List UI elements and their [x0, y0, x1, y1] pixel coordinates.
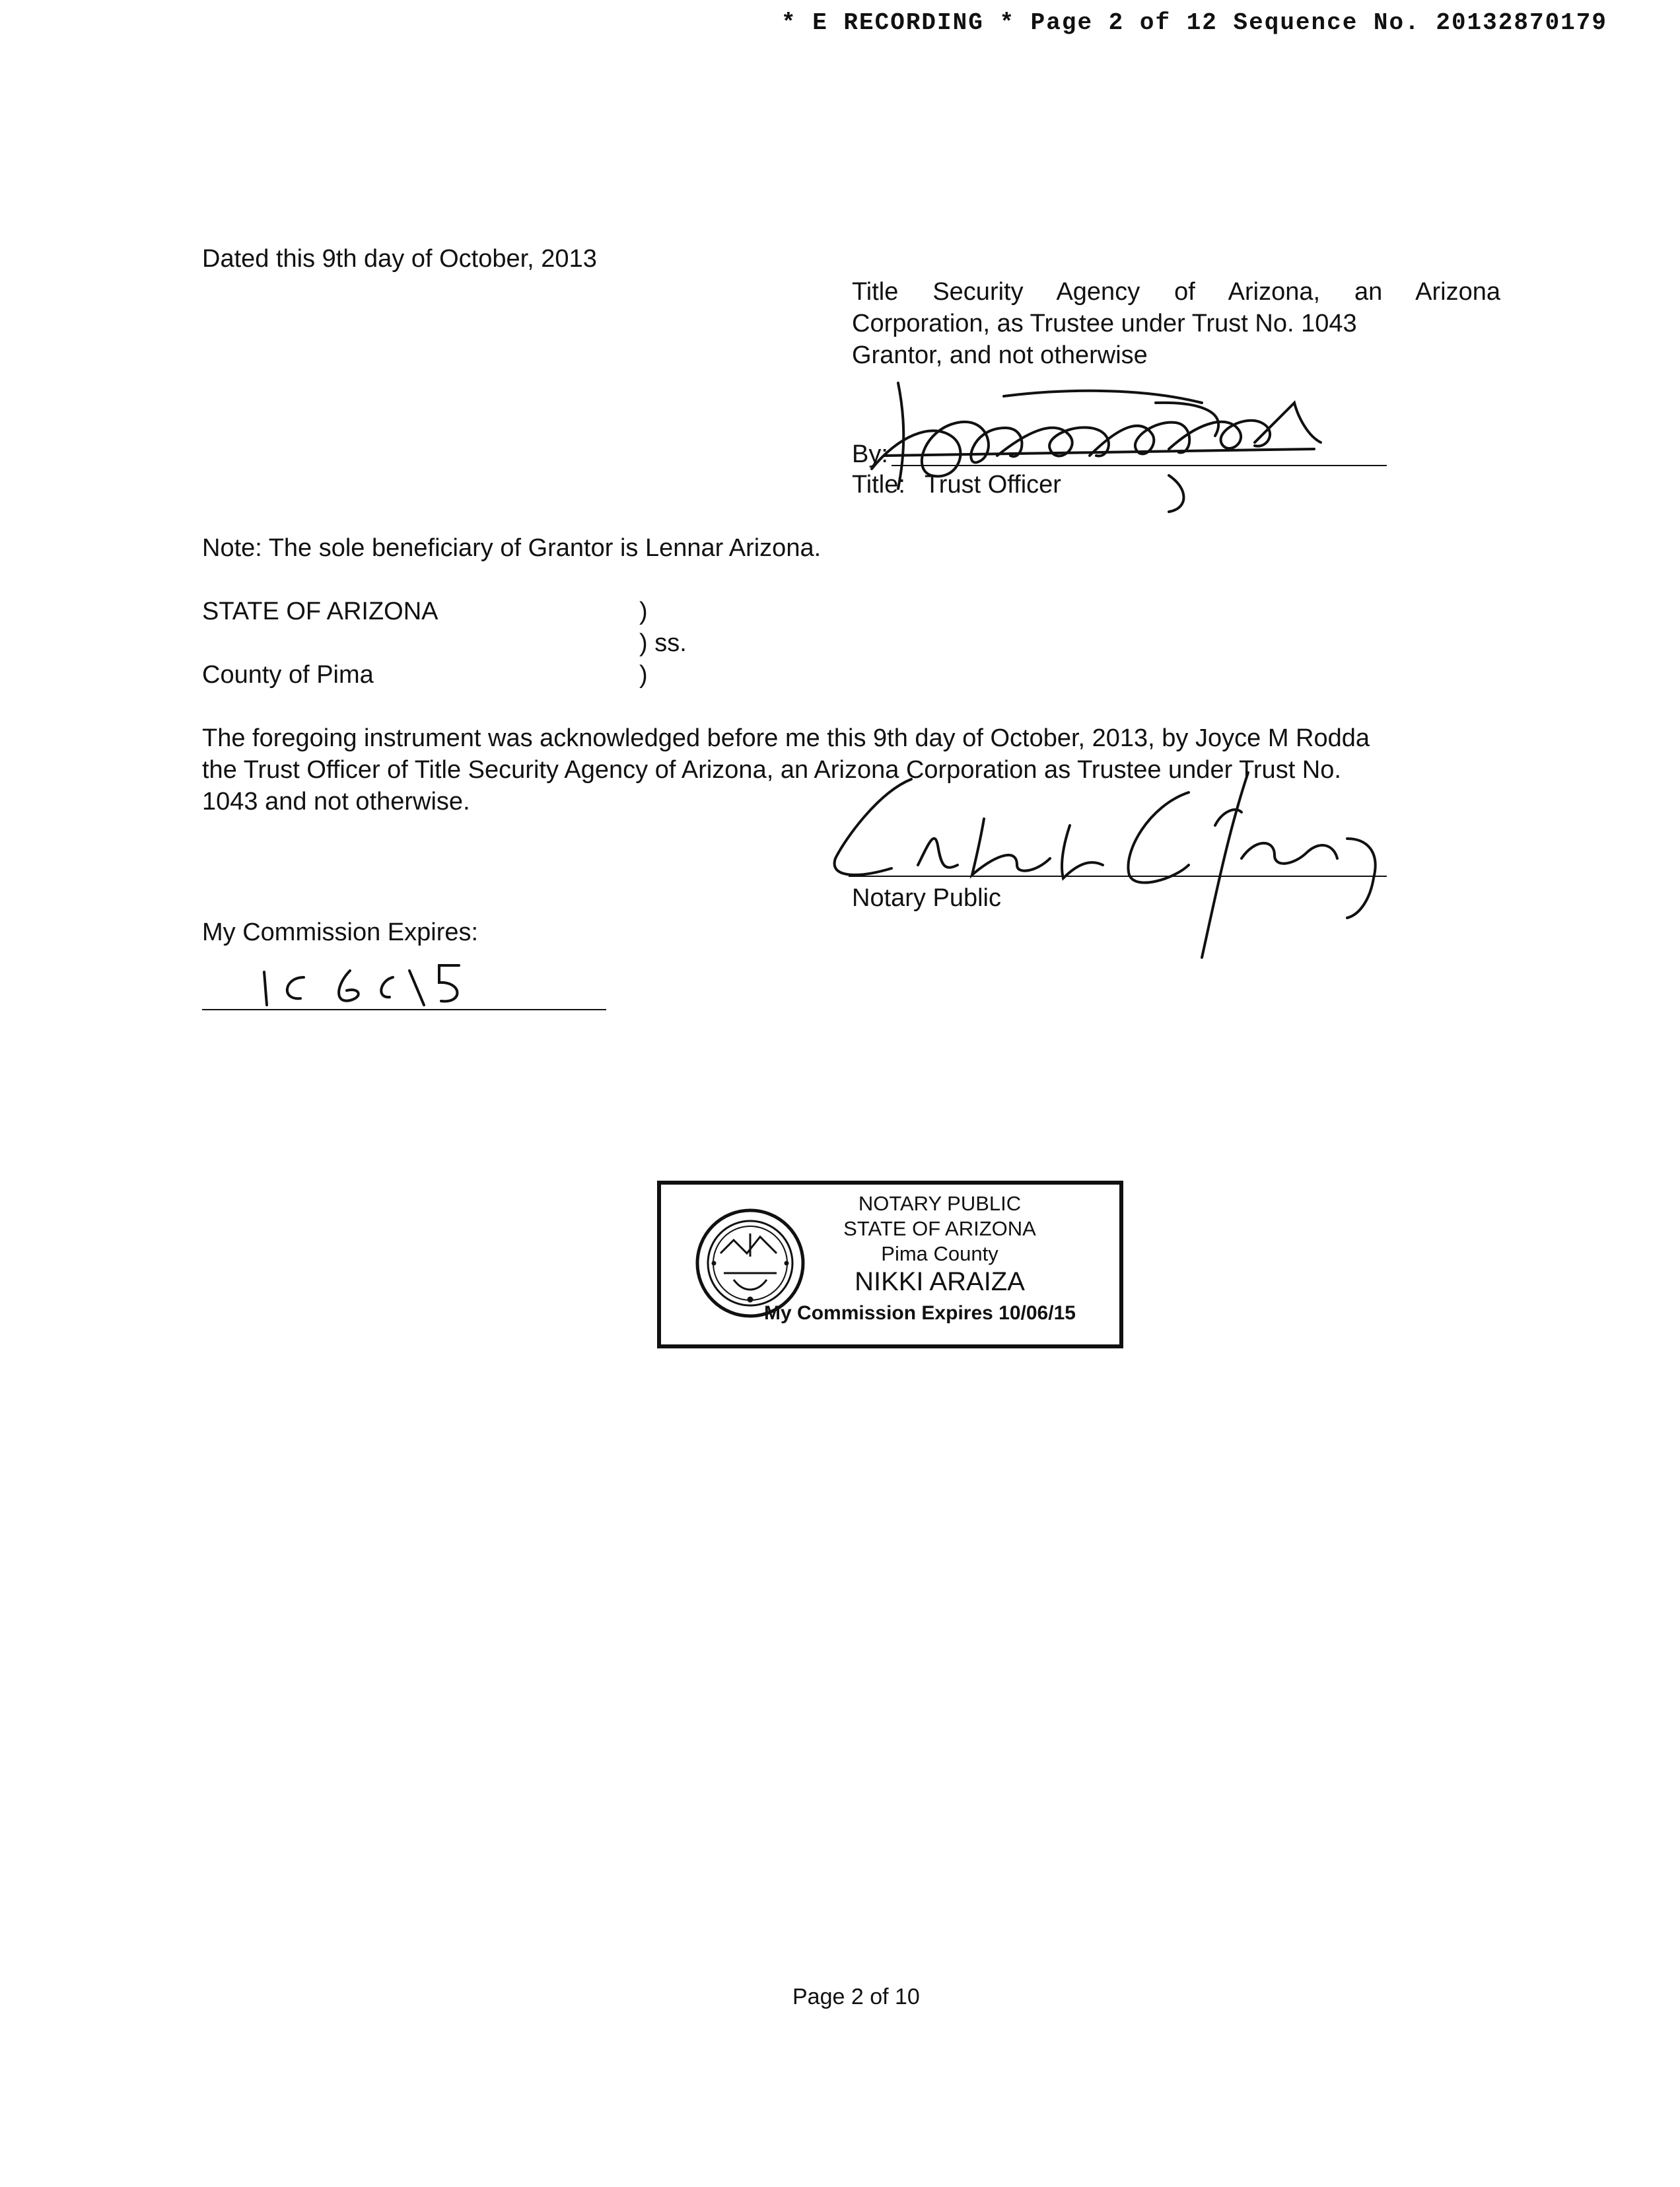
dated-line: Dated this 9th day of October, 2013 — [202, 245, 597, 273]
venue-paren-3: ) — [639, 661, 648, 689]
notary-stamp — [657, 1181, 1123, 1348]
page-footer: Page 2 of 10 — [792, 1984, 920, 2009]
trustee-line-1: Title Security Agency of Arizona, an Arizona — [852, 278, 1500, 306]
trustee-line-3: Grantor, and not otherwise — [852, 341, 1148, 369]
stamp-line-3: Pima County — [881, 1242, 998, 1265]
venue-county: County of Pima — [202, 661, 374, 689]
title-label: Title: — [852, 471, 905, 499]
commission-label: My Commission Expires: — [202, 919, 479, 946]
acknowledgment-line-3: 1043 and not otherwise. — [202, 788, 470, 816]
trustee-line-2: Corporation, as Trustee under Trust No. 1043 — [852, 310, 1357, 337]
title-value: Trust Officer — [925, 471, 1061, 499]
acknowledgment-line-1: The foregoing instrument was acknowledged before me this 9th day of October, 2013, by Joyce M Rodda — [202, 724, 1370, 752]
venue-ss: ) ss. — [639, 629, 687, 657]
recording-header: * E RECORDING * Page 2 of 12 Sequence No. 20132870179 — [781, 9, 1607, 36]
beneficiary-note: Note: The sole beneficiary of Grantor is Lennar Arizona. — [202, 534, 822, 562]
trust-officer-signature — [858, 357, 1334, 515]
stamp-line-1: NOTARY PUBLIC — [858, 1192, 1022, 1215]
stamp-line-2: STATE OF ARIZONA — [843, 1217, 1036, 1240]
notary-public-label: Notary Public — [852, 884, 1001, 912]
stamp-expiration: My Commission Expires 10/06/15 — [764, 1302, 1076, 1324]
stamp-notary-name: NIKKI ARAIZA — [855, 1267, 1025, 1296]
by-label: By: — [852, 440, 888, 468]
acknowledgment-line-2: the Trust Officer of Title Security Agency of Arizona, an Arizona Corporation as Trustee under Trust No. — [202, 756, 1341, 784]
notary-signature — [819, 766, 1400, 964]
venue-paren-1: ) — [639, 598, 648, 625]
commission-handwritten-date — [251, 957, 462, 1010]
venue-state: STATE OF ARIZONA — [202, 598, 438, 625]
